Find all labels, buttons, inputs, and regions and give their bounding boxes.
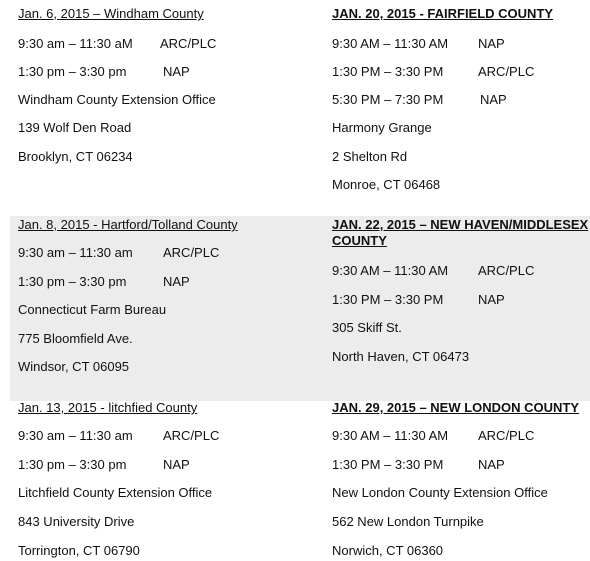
session-program: ARC/PLC	[478, 263, 535, 278]
address-line: Brooklyn, CT 06234	[18, 149, 133, 164]
session-row	[332, 263, 534, 279]
address-line: Windsor, CT 06095	[18, 359, 130, 374]
session-program: NAP	[478, 457, 505, 472]
session-time: 1:30 PM – 3:30 PM	[332, 64, 444, 79]
session-program: NAP	[163, 274, 190, 289]
session-program: NAP	[478, 292, 505, 307]
session-row	[18, 274, 190, 290]
session-time: 9:30 am – 11:30 am	[18, 245, 133, 260]
session-program: NAP	[480, 92, 507, 107]
event-header: JAN. 20, 2015 - FAIRFIELD COUNTY	[332, 6, 554, 21]
session-program: ARC/PLC	[478, 428, 535, 443]
session-row	[332, 428, 534, 444]
session-row	[18, 64, 190, 80]
address-line: 843 University Drive	[18, 514, 135, 529]
address-line: Monroe, CT 06468	[332, 177, 441, 192]
session-time: 1:30 pm – 3:30 pm	[18, 274, 127, 289]
session-time: 1:30 pm – 3:30 pm	[18, 457, 127, 472]
event-header: Jan. 13, 2015 - litchfied County	[18, 400, 198, 415]
session-row	[332, 92, 507, 108]
event-header: JAN. 22, 2015 – NEW HAVEN/MIDDLESEX COUNTY	[332, 217, 589, 248]
event-header: JAN. 29, 2015 – NEW LONDON COUNTY	[332, 400, 580, 415]
session-time: 5:30 PM – 7:30 PM	[332, 92, 444, 107]
session-time: 9:30 AM – 11:30 AM	[332, 263, 449, 278]
address-line: North Haven, CT 06473	[332, 349, 470, 364]
address-line: 139 Wolf Den Road	[18, 120, 132, 135]
session-row	[332, 457, 505, 473]
address-line: 2 Shelton Rd	[332, 149, 408, 164]
address-line: Harmony Grange	[332, 120, 432, 135]
session-row	[18, 428, 219, 444]
session-program: ARC/PLC	[478, 64, 535, 79]
session-time: 1:30 PM – 3:30 PM	[332, 457, 444, 472]
address-line: Litchfield County Extension Office	[18, 485, 213, 500]
session-program: NAP	[163, 457, 190, 472]
session-row	[18, 245, 219, 261]
session-time: 9:30 AM – 11:30 AM	[332, 36, 449, 51]
session-time: 9:30 am – 11:30 aM	[18, 36, 133, 51]
address-line: Connecticut Farm Bureau	[18, 302, 167, 317]
address-line: New London County Extension Office	[332, 485, 548, 500]
session-program: ARC/PLC	[163, 245, 220, 260]
session-row	[332, 36, 505, 52]
session-program: NAP	[478, 36, 505, 51]
address-line: Norwich, CT 06360	[332, 543, 444, 558]
session-time: 1:30 PM – 3:30 PM	[332, 292, 444, 307]
address-line: 305 Skiff St.	[332, 320, 402, 335]
session-row	[18, 36, 216, 52]
session-program: ARC/PLC	[163, 428, 220, 443]
session-row	[18, 457, 190, 473]
session-time: 1:30 pm – 3:30 pm	[18, 64, 127, 79]
address-line: Torrington, CT 06790	[18, 543, 140, 558]
session-time: 9:30 AM – 11:30 AM	[332, 428, 449, 443]
session-row	[332, 292, 505, 308]
event-header: Jan. 6, 2015 – Windham County	[18, 6, 204, 21]
address-line: Windham County Extension Office	[18, 92, 216, 107]
session-program: ARC/PLC	[160, 36, 217, 51]
session-program: NAP	[163, 64, 190, 79]
session-time: 9:30 am – 11:30 am	[18, 428, 133, 443]
address-line: 775 Bloomfield Ave.	[18, 331, 133, 346]
event-header: Jan. 8, 2015 - Hartford/Tolland County	[18, 217, 238, 232]
address-line: 562 New London Turnpike	[332, 514, 484, 529]
session-row	[332, 64, 534, 80]
